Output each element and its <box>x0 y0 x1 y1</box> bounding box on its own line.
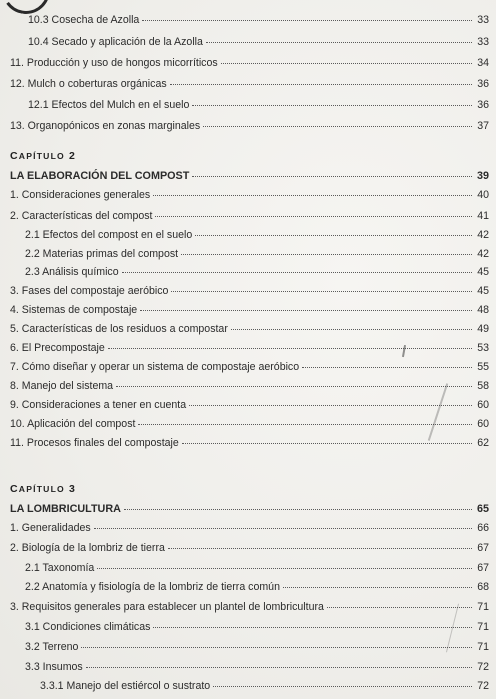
toc-entry[interactable] <box>25 581 489 593</box>
toc-leader-dots <box>231 329 472 330</box>
toc-entry-page: 60 <box>477 399 489 411</box>
toc-entry[interactable] <box>10 542 489 554</box>
toc-entry[interactable] <box>10 78 489 90</box>
toc-entry-label: 12.1 Efectos del Mulch en el suelo <box>28 99 190 111</box>
toc-leader-dots <box>142 20 472 21</box>
toc-entry-label: 3.2 Terreno <box>25 641 79 653</box>
toc-entry[interactable] <box>10 437 489 449</box>
toc-entry-label: 11. Procesos finales del compostaje <box>10 437 179 449</box>
toc-entry-label: 10.4 Secado y aplicación de la Azolla <box>28 36 203 48</box>
toc-entry-page: 48 <box>477 304 489 316</box>
toc-entry[interactable] <box>10 210 489 222</box>
toc-leader-dots <box>108 348 472 349</box>
toc-entry-page: 55 <box>477 361 489 373</box>
toc-entry-label: 3. Fases del compostaje aeróbico <box>10 285 169 297</box>
toc-chapter-title[interactable] <box>10 170 489 182</box>
toc-entry-label: 10. Aplicación del compost <box>10 418 136 430</box>
toc-entry-label: 10.3 Cosecha de Azolla <box>28 14 140 26</box>
toc-entry-label: 4. Sistemas de compostaje <box>10 304 138 316</box>
toc-entry-label: 3. Requisitos generales para establecer un plantel de lombricultura <box>10 601 324 613</box>
toc-entry-label: LA LOMBRICULTURA <box>10 503 121 515</box>
toc-leader-dots <box>94 528 472 529</box>
toc-entry[interactable] <box>10 399 489 411</box>
toc-leader-dots <box>171 291 472 292</box>
toc-entry[interactable] <box>10 285 489 297</box>
toc-entry-label: 12. Mulch o coberturas orgánicas <box>10 78 167 90</box>
chapter-word: APÍTULO <box>18 484 65 494</box>
toc-entry-label: 3.3 Insumos <box>25 661 83 673</box>
toc-leader-dots <box>181 254 472 255</box>
toc-entry-label: 8. Manejo del sistema <box>10 380 114 392</box>
toc-entry[interactable] <box>10 57 489 69</box>
toc-leader-dots <box>124 509 472 510</box>
toc-entry-page: 33 <box>477 14 489 26</box>
toc-leader-dots <box>192 105 472 106</box>
toc-leader-dots <box>155 216 472 217</box>
toc-entry[interactable] <box>10 601 489 613</box>
toc-leader-dots <box>97 568 472 569</box>
toc-entry-page: 71 <box>477 641 489 653</box>
toc-entry[interactable] <box>25 266 489 278</box>
toc-entry-page: 68 <box>477 581 489 593</box>
toc-leader-dots <box>221 63 472 64</box>
toc-entry-page: 49 <box>477 323 489 335</box>
toc-entry-page: 40 <box>477 189 489 201</box>
toc-leader-dots <box>153 195 472 196</box>
toc-entry-page: 41 <box>477 210 489 222</box>
toc-chapter-title[interactable] <box>10 503 489 515</box>
toc-leader-dots <box>192 176 472 177</box>
toc-entry-page: 72 <box>477 680 489 692</box>
toc-entry-label: 2.2 Anatomía y fisiología de la lombriz de tierra común <box>25 581 280 593</box>
toc-leader-dots <box>170 84 472 85</box>
toc-entry[interactable] <box>10 342 489 354</box>
toc-entry-page: 65 <box>476 503 489 515</box>
toc-entry-label: 2. Biología de la lombriz de tierra <box>10 542 165 554</box>
toc-leader-dots <box>140 310 472 311</box>
chapter-initial: C <box>10 483 19 495</box>
toc-entry-label: 7. Cómo diseñar y operar un sistema de compostaje aeróbico <box>10 361 300 373</box>
toc-entry-label: 2.1 Efectos del compost en el suelo <box>25 229 193 241</box>
toc-entry[interactable] <box>28 99 489 111</box>
toc-leader-dots <box>195 235 472 236</box>
toc-entry-label: 5. Características de los residuos a compostar <box>10 323 228 335</box>
toc-leader-dots <box>206 42 472 43</box>
chapter-heading <box>10 483 76 495</box>
toc-entry-page: 67 <box>477 562 489 574</box>
toc-entry-label: 11. Producción y uso de hongos micorríticos <box>10 57 218 69</box>
toc-entry-page: 36 <box>477 99 489 111</box>
toc-leader-dots <box>168 548 472 549</box>
toc-entry-page: 67 <box>477 542 489 554</box>
toc-entry[interactable] <box>25 562 489 574</box>
toc-entry[interactable] <box>10 418 489 430</box>
toc-entry-label: 13. Organopónicos en zonas marginales <box>10 120 201 132</box>
toc-entry-label: 3.1 Condiciones climáticas <box>25 621 151 633</box>
toc-leader-dots <box>283 587 472 588</box>
toc-leader-dots <box>86 667 472 668</box>
chapter-number: 2 <box>69 150 77 162</box>
toc-entry-label: 2.2 Materias primas del compost <box>25 248 179 260</box>
toc-leader-dots <box>122 272 472 273</box>
toc-entry-page: 45 <box>477 285 489 297</box>
toc-entry-label: 9. Consideraciones a tener en cuenta <box>10 399 187 411</box>
toc-leader-dots <box>182 443 472 444</box>
toc-entry-page: 60 <box>477 418 489 430</box>
toc-entry-page: 58 <box>477 380 489 392</box>
toc-entry[interactable] <box>28 36 489 48</box>
toc-leader-dots <box>203 126 472 127</box>
toc-entry-page: 72 <box>477 661 489 673</box>
toc-entry-page: 39 <box>476 170 489 182</box>
toc-entry-page: 33 <box>477 36 489 48</box>
toc-entry-page: 62 <box>477 437 489 449</box>
chapter-heading <box>10 150 76 162</box>
toc-leader-dots <box>116 386 472 387</box>
toc-entry-label: 1. Generalidades <box>10 522 91 534</box>
toc-entry[interactable] <box>25 641 489 653</box>
toc-leader-dots <box>153 627 472 628</box>
toc-entry-page: 37 <box>477 120 489 132</box>
toc-entry-page: 42 <box>477 248 489 260</box>
toc-entry[interactable] <box>25 248 489 260</box>
toc-leader-dots <box>189 405 472 406</box>
toc-entry-page: 66 <box>477 522 489 534</box>
toc-entry-label: LA ELABORACIÓN DEL COMPOST <box>10 170 190 182</box>
toc-entry[interactable] <box>10 522 489 534</box>
toc-entry[interactable] <box>10 323 489 335</box>
toc-entry[interactable] <box>28 14 489 26</box>
toc-entry[interactable] <box>25 621 489 633</box>
toc-entry[interactable] <box>10 189 489 201</box>
toc-entry-label: 2.3 Análisis químico <box>25 266 119 278</box>
toc-leader-dots <box>213 686 472 687</box>
chapter-initial: C <box>10 150 19 162</box>
toc-entry[interactable] <box>10 380 489 392</box>
toc-entry-label: 2. Características del compost <box>10 210 153 222</box>
toc-entry-label: 2.1 Taxonomía <box>25 562 95 574</box>
toc-entry-page: 45 <box>477 266 489 278</box>
toc-leader-dots <box>327 607 472 608</box>
toc-entry-page: 53 <box>477 342 489 354</box>
toc-entry[interactable] <box>25 229 489 241</box>
toc-leader-dots <box>81 647 472 648</box>
toc-entry-page: 42 <box>477 229 489 241</box>
toc-entry[interactable] <box>40 680 489 692</box>
toc-entry-label: 6. El Precompostaje <box>10 342 105 354</box>
toc-entry-label: 3.3.1 Manejo del estiércol o sustrato <box>40 680 211 692</box>
toc-entry-page: 71 <box>477 601 489 613</box>
toc-entry-page: 71 <box>477 621 489 633</box>
toc-entry-page: 36 <box>477 78 489 90</box>
toc-entry[interactable] <box>10 361 489 373</box>
toc-leader-dots <box>302 367 472 368</box>
toc-leader-dots <box>138 424 472 425</box>
chapter-number: 3 <box>69 483 77 495</box>
toc-entry-page: 34 <box>477 57 489 69</box>
toc-entry[interactable] <box>10 304 489 316</box>
toc-entry[interactable] <box>25 661 489 673</box>
toc-entry-label: 1. Consideraciones generales <box>10 189 151 201</box>
toc-entry[interactable] <box>10 120 489 132</box>
chapter-word: APÍTULO <box>18 151 65 161</box>
